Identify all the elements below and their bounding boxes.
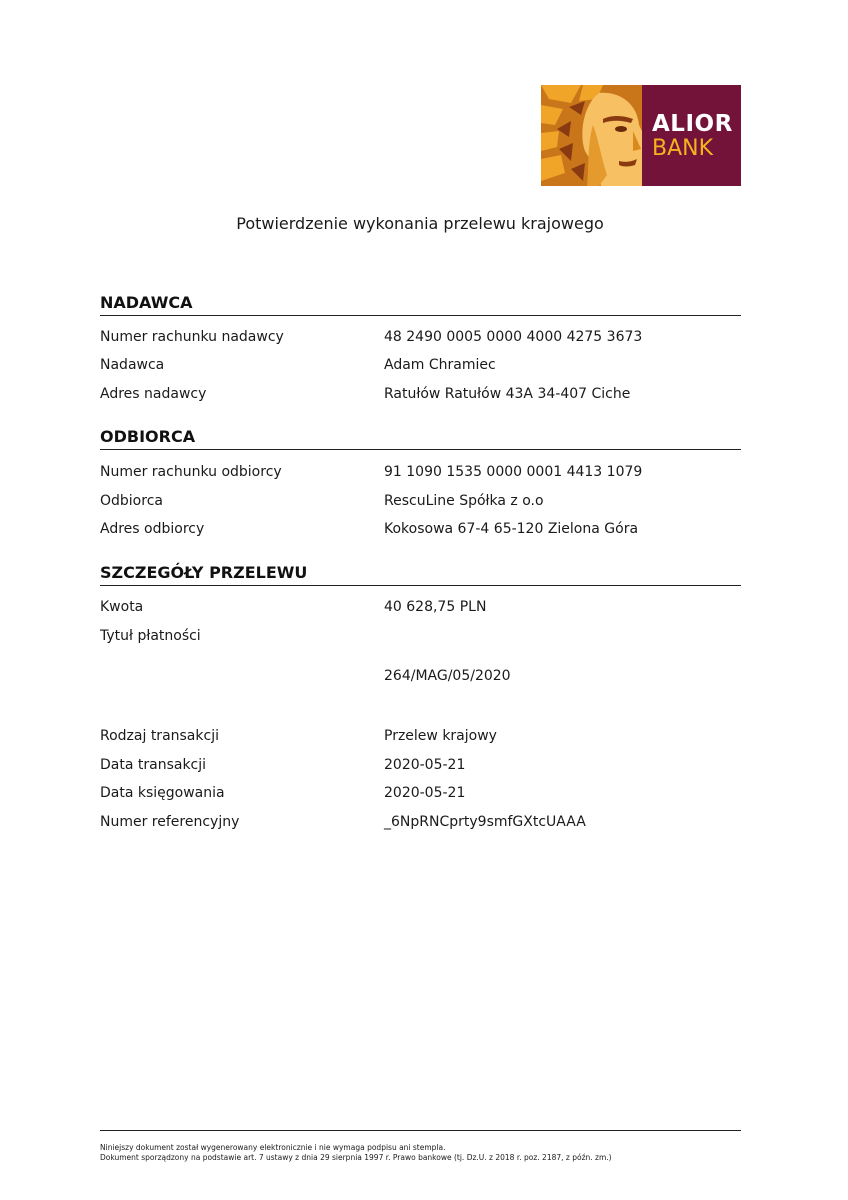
field-label: Adres nadawcy: [100, 386, 207, 402]
document-title: Potwierdzenie wykonania przelewu krajowego: [236, 214, 604, 233]
recipient-name-row: [100, 491, 741, 511]
footer-notes: [100, 1143, 612, 1163]
recipient-address-row: [100, 519, 741, 539]
amount-label: Kwota: [100, 599, 144, 615]
transaction-type-row: [100, 726, 741, 746]
field-label: Data transakcji: [100, 757, 207, 773]
payment-title-value-row: [100, 666, 741, 686]
field-label: Data księgowania: [100, 785, 225, 801]
field-value: 2020-05-21: [384, 785, 466, 801]
transaction-date-row: [100, 755, 741, 775]
sender-address-row: [100, 384, 741, 404]
sender-name-row: [100, 355, 741, 375]
bank-portrait-logo-icon: [541, 85, 642, 186]
recipient-account-row: [100, 462, 741, 482]
logo-text-bank: BANK: [652, 135, 714, 161]
footer-line-2: Dokument sporządzony na podstawie art. 7 ustawy z dnia 29 sierpnia 1997 r. Prawo bankowe (tj. Dz.U. z 2018 r. poz. 2187, z późn. zm.): [100, 1153, 612, 1162]
payment-title-value: 264/MAG/05/2020: [384, 668, 511, 684]
section-heading-details: SZCZEGÓŁY PRZELEWU: [100, 563, 741, 586]
section-heading-recipient: ODBIORCA: [100, 427, 741, 450]
field-label: Nadawca: [100, 357, 165, 373]
field-label: Numer rachunku odbiorcy: [100, 464, 282, 480]
payment-title-label-row: [100, 626, 741, 646]
booking-date-row: [100, 783, 741, 803]
field-label: Adres odbiorcy: [100, 521, 205, 537]
payment-title-label: Tytuł płatności: [100, 628, 201, 644]
section-heading-sender: NADAWCA: [100, 293, 741, 316]
amount-row: [100, 597, 741, 617]
field-label: Odbiorca: [100, 493, 163, 509]
field-value: RescuLine Spółka z o.o: [384, 493, 544, 509]
field-label: Numer rachunku nadawcy: [100, 329, 284, 345]
logo-text-block: [642, 85, 741, 186]
field-value: Adam Chramiec: [384, 357, 496, 373]
reference-number-row: [100, 812, 741, 832]
field-label: Numer referencyjny: [100, 814, 240, 830]
logo-text-alior: ALIOR: [652, 110, 733, 137]
footer-divider: [100, 1130, 741, 1131]
field-value: 48 2490 0005 0000 4000 4275 3673: [384, 329, 643, 345]
field-value: 2020-05-21: [384, 757, 466, 773]
sender-account-row: [100, 327, 741, 347]
alior-bank-logo: [541, 85, 741, 186]
field-value: Kokosowa 67-4 65-120 Zielona Góra: [384, 521, 639, 537]
amount-value: 40 628,75 PLN: [384, 599, 487, 615]
footer-line-1: Niniejszy dokument został wygenerowany elektronicznie i nie wymaga podpisu ani stempla.: [100, 1143, 446, 1152]
field-value: Przelew krajowy: [384, 728, 497, 744]
field-value: 91 1090 1535 0000 0001 4413 1079: [384, 464, 643, 480]
field-value: Ratułów Ratułów 43A 34-407 Ciche: [384, 386, 631, 402]
field-label: Rodzaj transakcji: [100, 728, 219, 744]
field-value: _6NpRNCprty9smfGXtcUAAA: [384, 814, 586, 830]
